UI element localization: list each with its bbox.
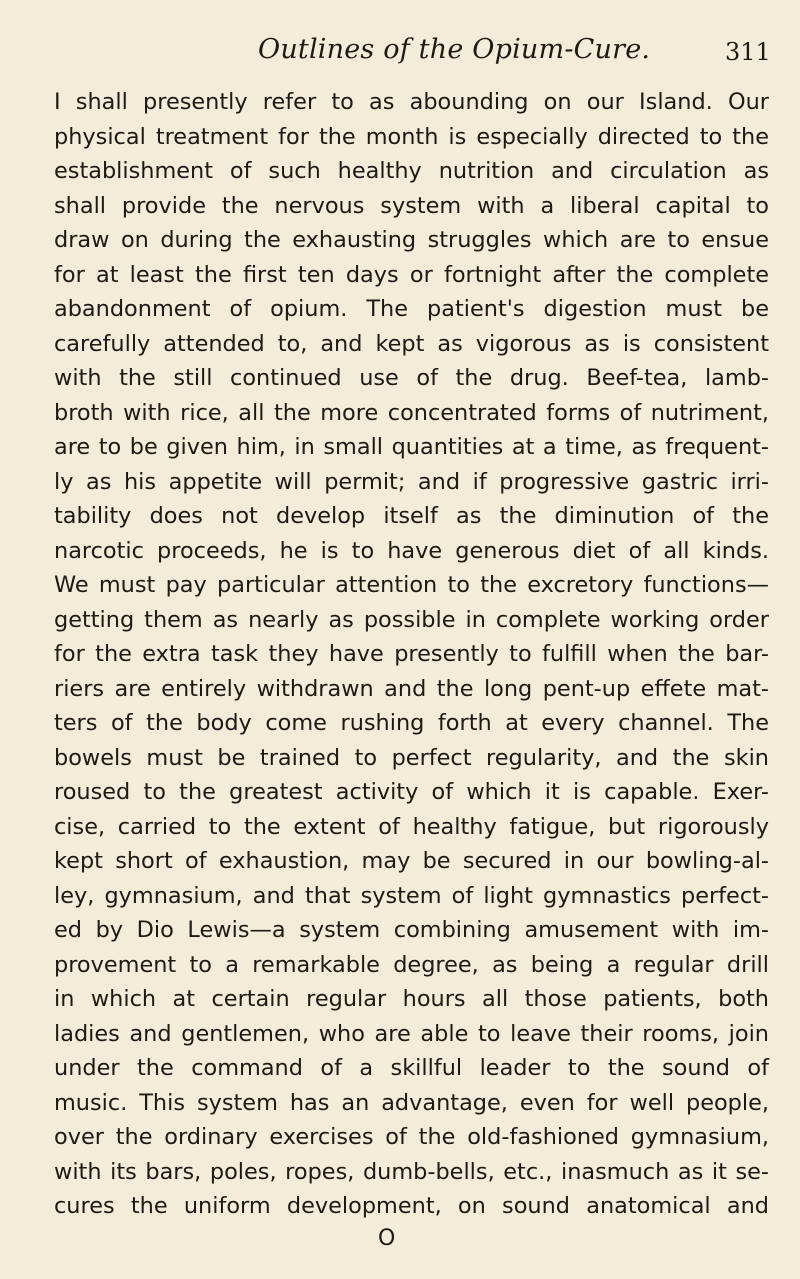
text-line: getting them as nearly as possible in complete working order <box>54 606 769 633</box>
text-line: music. This system has an advantage, even for well people, <box>54 1089 769 1116</box>
text-line: narcotic proceeds, he is to have generous diet of all kinds. <box>54 537 769 564</box>
text-line: with the still continued use of the drug. Beef-tea, lamb- <box>54 365 769 391</box>
text-line: for at least the first ten days or fortnight after the complete <box>54 261 769 288</box>
text-line: physical treatment for the month is especially directed to the <box>54 123 769 150</box>
text-line: over the ordinary exercises of the old-fashioned gymnasium, <box>54 1124 769 1150</box>
body-paragraph <box>54 85 769 1224</box>
text-line: for the extra task they have presently to fulfill when the bar- <box>54 641 769 667</box>
text-line: kept short of exhaustion, may be secured in our bowling-al- <box>54 848 769 874</box>
text-line: in which at certain regular hours all those patients, both <box>54 986 769 1012</box>
text-line: ly as his appetite will permit; and if progressive gastric irri- <box>54 468 769 495</box>
text-line: under the command of a skillful leader to the sound of <box>54 1055 769 1081</box>
text-line: shall provide the nervous system with a liberal capital to <box>54 192 769 219</box>
text-line: with its bars, poles, ropes, dumb-bells, etc., inasmuch as it se- <box>54 1158 769 1185</box>
text-line: ladies and gentlemen, who are able to leave their rooms, join <box>54 1020 769 1047</box>
text-line: bowels must be trained to perfect regularity, and the skin <box>54 744 769 771</box>
signature-mark: O <box>378 1226 396 1251</box>
text-line: provement to a remarkable degree, as being a regular drill <box>54 951 769 978</box>
text-line: abandonment of opium. The patient's digestion must be <box>54 296 769 322</box>
text-line: ley, gymnasium, and that system of light gymnastics perfect- <box>54 882 769 909</box>
text-line: draw on during the exhausting struggles which are to ensue <box>54 227 769 253</box>
text-line: ters of the body come rushing forth at every channel. The <box>54 710 769 736</box>
page-number: 311 <box>725 38 771 66</box>
text-line: are to be given him, in small quantities at a time, as frequent- <box>54 434 769 460</box>
text-line: cures the uniform development, on sound anatomical and <box>54 1193 769 1219</box>
text-line: establishment of such healthy nutrition and circulation as <box>54 158 769 184</box>
text-line: riers are entirely withdrawn and the long pent-up effete mat- <box>54 675 769 702</box>
running-head <box>0 34 800 78</box>
running-title: Outlines of the Opium-Cure. <box>258 34 651 65</box>
text-line: carefully attended to, and kept as vigorous as is consistent <box>54 330 769 357</box>
text-line: We must pay particular attention to the excretory functions— <box>54 572 769 598</box>
text-line: cise, carried to the extent of healthy fatigue, but rigorously <box>54 813 769 840</box>
text-line: ed by Dio Lewis—a system combining amusement with im- <box>54 917 769 943</box>
text-line: I shall presently refer to as abounding on our Island. Our <box>54 89 769 115</box>
text-line: roused to the greatest activity of which it is capable. Exer- <box>54 779 769 805</box>
text-line: tability does not develop itself as the diminution of the <box>54 503 769 529</box>
text-line: broth with rice, all the more concentrated forms of nutriment, <box>54 399 769 426</box>
